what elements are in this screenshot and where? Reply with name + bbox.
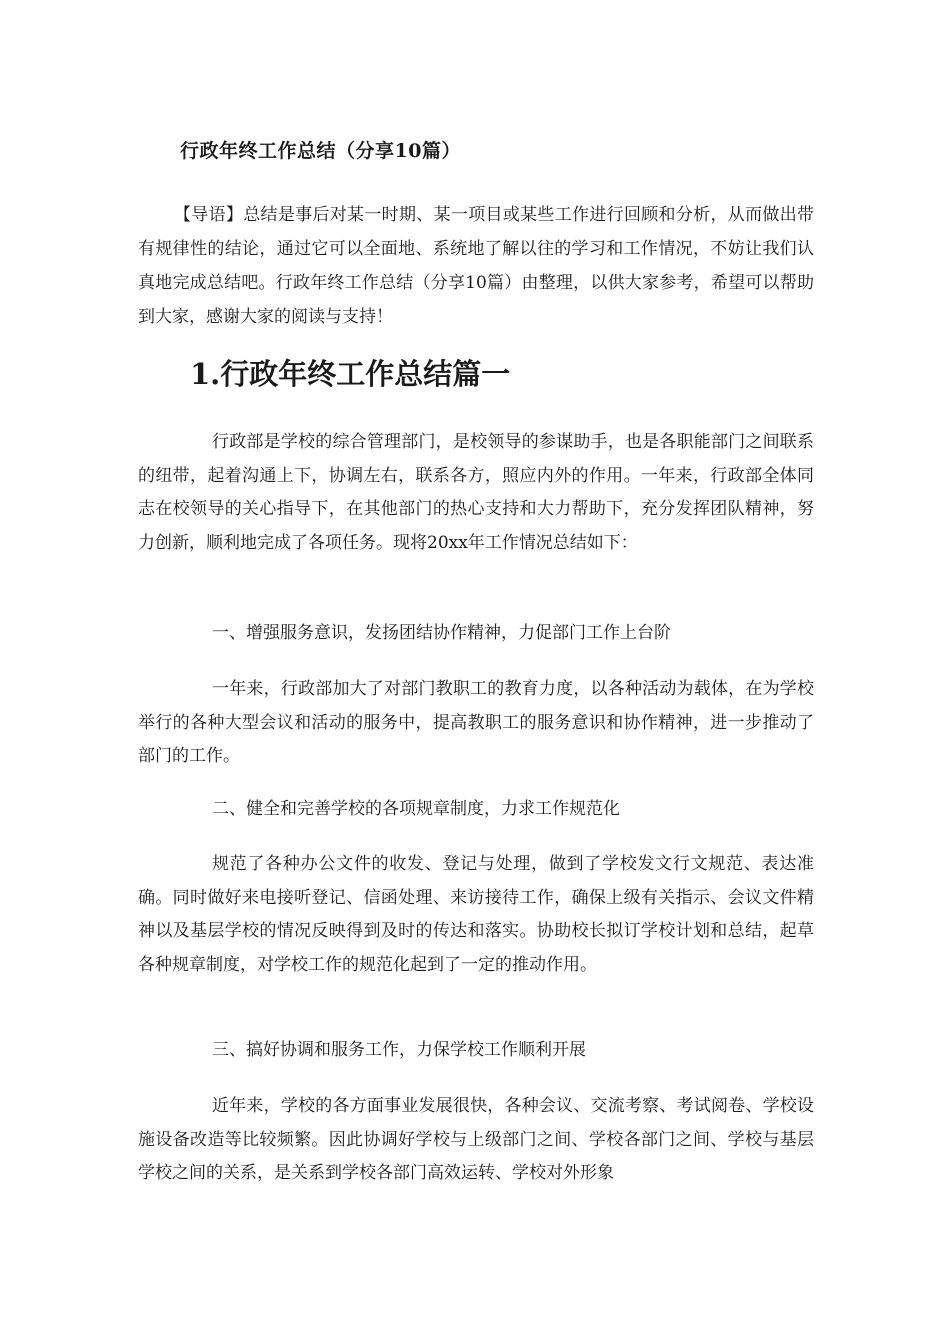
subheading: 三、搞好协调和服务工作，力保学校工作顺利开展	[212, 1040, 586, 1060]
body-paragraph: 规范了各种办公文件的收发、登记与处理，做到了学校发文行文规范、表达准确。同时做好来电接听登记、信函处理、来访接待工作，确保上级有关指示、会议文件精神以及基层学校的情况反映得到及时的传达和落实。协助校长拟订学校计划和总结，起草各种规章制度，对学校工作的规范化起到了一定的推动作用。	[138, 854, 814, 975]
section-heading: 1.行政年终工作总结篇一	[190, 357, 511, 391]
document-title: 行政年终工作总结（分享10篇）	[180, 140, 461, 162]
body-paragraph: 近年来，学校的各方面事业发展很快，各种会议、交流考察、考试阅卷、学校设施设备改造等比较频繁。因此协调好学校与上级部门之间、学校各部门之间、学校与基层学校之间的关系，是关系到学校各部门高效运转、学校对外形象	[138, 1096, 814, 1183]
body-paragraph: 行政部是学校的综合管理部门，是校领导的参谋助手，也是各职能部门之间联系的纽带，起着沟通上下，协调左右，联系各方，照应内外的作用。一年来，行政部全体同志在校领导的关心指导下，在其他部门的热心支持和大力帮助下，充分发挥团队精神，努力创新，顺利地完成了各项任务。现将20xx年工作情况总结如下：	[138, 432, 814, 553]
intro-paragraph: 【导语】总结是事后对某一时期、某一项目或某些工作进行回顾和分析，从而做出带有规律性的结论，通过它可以全面地、系统地了解以往的学习和工作情况，不妨让我们认真地完成总结吧。行政年终工作总结（分享10篇）由整理，以供大家参考，希望可以帮助到大家，感谢大家的阅读与支持！	[138, 205, 814, 327]
subheading: 一、增强服务意识，发扬团结协作精神，力促部门工作上台阶	[212, 623, 671, 643]
subheading: 二、健全和完善学校的各项规章制度，力求工作规范化	[212, 799, 620, 819]
body-paragraph: 一年来，行政部加大了对部门教职工的教育力度，以各种活动为载体，在为学校举行的各种大型会议和活动的服务中，提高教职工的服务意识和协作精神，进一步推动了部门的工作。	[138, 679, 814, 766]
